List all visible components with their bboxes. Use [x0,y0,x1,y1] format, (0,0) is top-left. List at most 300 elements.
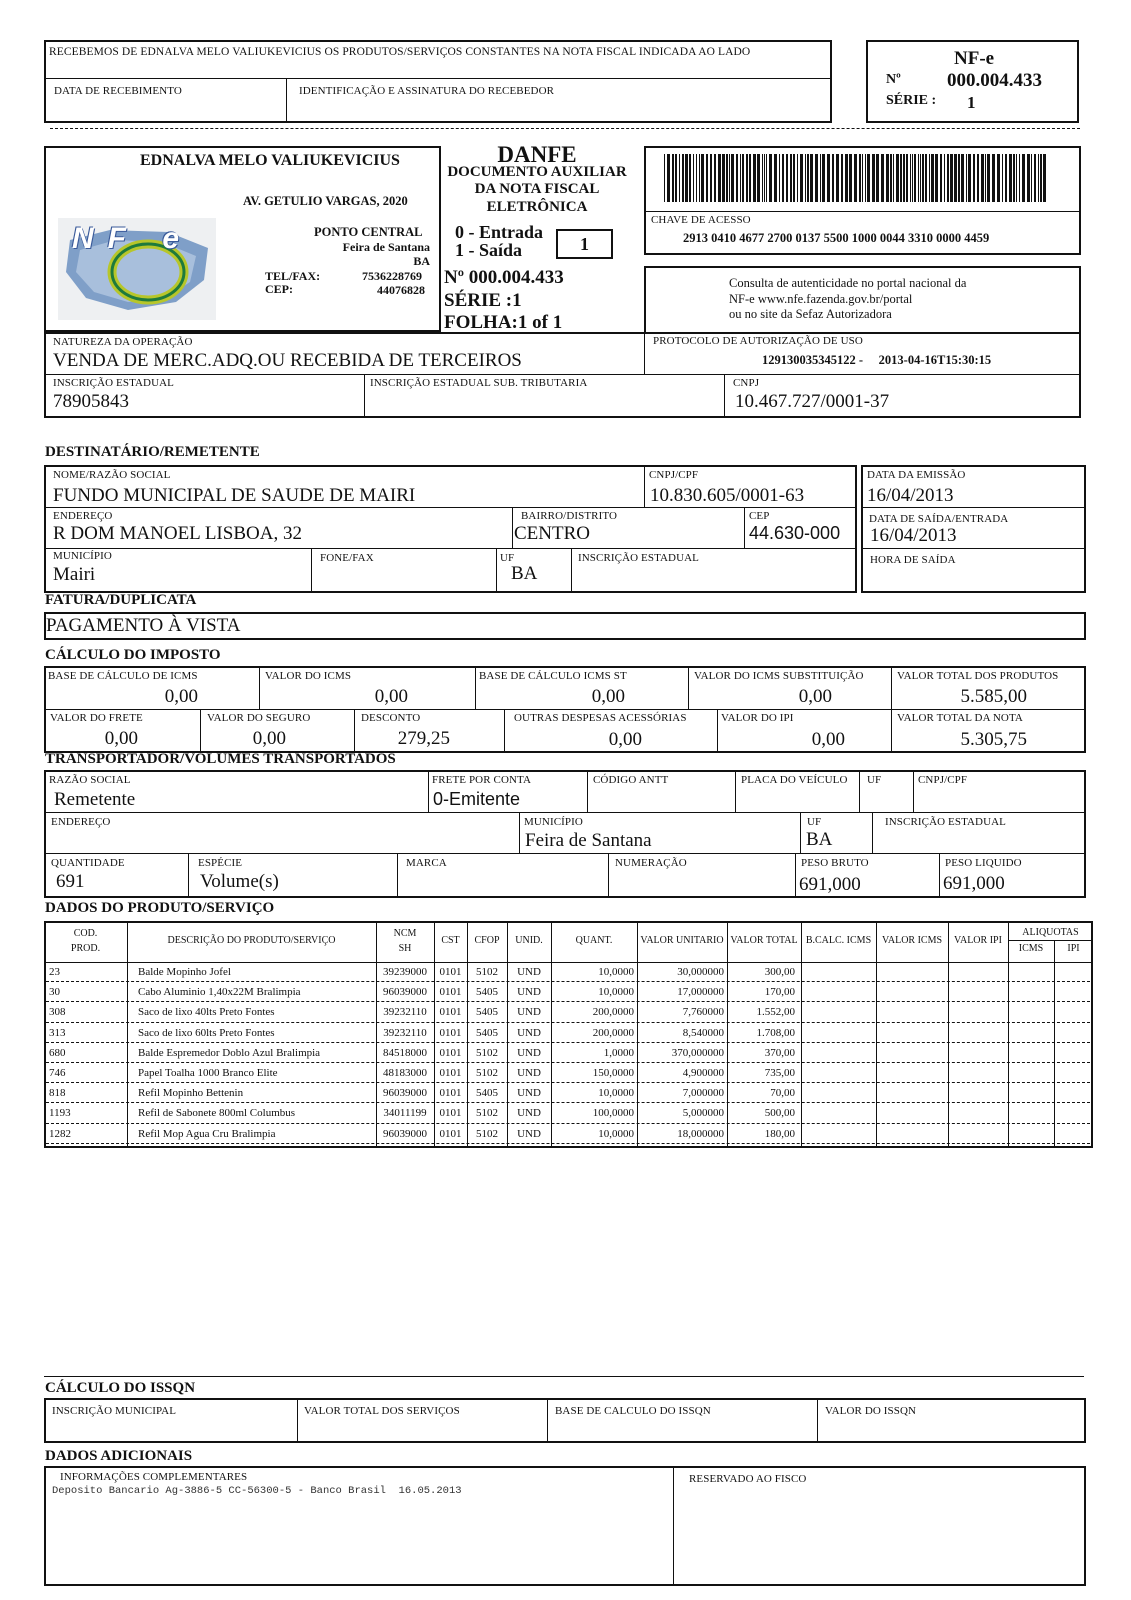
product-ncm: 39232110 [383,1006,427,1019]
imp-v5 [200,709,201,753]
header-ncm2: SH [398,943,412,954]
imposto-section: CÁLCULO DO IMPOSTO [45,647,221,663]
transp-ie-label: INSCRIÇÃO ESTADUAL [885,816,1007,828]
product-cst: 0101 [439,1067,462,1079]
total-produtos-value: 5.585,00 [960,686,1027,707]
base-icms-value: 0,00 [164,686,198,707]
product-cod: 30 [49,986,60,999]
barcode-bar [675,154,677,202]
emitente-uf: BA [413,254,430,268]
frete-label: VALOR DO FRETE [50,712,143,724]
transp-div2 [44,853,1086,854]
product-unid: UND [517,966,541,978]
barcode-bar [782,154,784,202]
dest-cep: 44.630-000 [749,523,841,543]
barcode-bar [966,154,967,202]
produtos-header-divider [44,962,1093,963]
product-cfop: 5102 [476,1046,498,1059]
valor-icms-value: 0,00 [374,686,408,707]
barcode-bar [1031,154,1032,202]
imp-v3 [688,666,689,709]
product-vtotal: 735,00 [764,1067,795,1079]
emitente-cep: 44076828 [377,283,425,297]
barcode-bar [854,154,857,202]
barcode-bar [893,154,894,202]
barcode-bar [693,154,694,202]
issqn-inscricao-label: INSCRIÇÃO MUNICIPAL [52,1405,177,1417]
produtos-section: DADOS DO PRODUTO/SERVIÇO [45,900,275,916]
header-bcalc: B.CALC. ICMS [805,935,872,946]
product-desc: Refil de Sabonete 800ml Columbus [138,1107,296,1120]
transp-v12 [795,853,796,898]
transp-frete: 0-Emitente [433,789,521,809]
barcode-bar [947,154,949,202]
product-cod: 23 [49,966,60,978]
product-vunit: 370,000000 [671,1046,724,1059]
natureza-value: VENDA DE MERC.ADQ.OU RECEBIDA DE TERCEIROS [53,350,522,371]
transp-placa-label: PLACA DO VEÍCULO [741,774,848,786]
header-cst: CST [441,935,460,946]
consulta-line1: Consulta de autenticidade no portal nacional da [729,276,967,290]
dest-vdiv5 [496,548,497,593]
product-cfop: 5102 [476,1127,498,1140]
barcode-bar [961,154,964,202]
emitente-cep-label: CEP: [265,282,293,296]
operacao-vdivider3 [724,374,725,418]
row-divider [46,1022,1090,1023]
barcode-bar [740,154,741,202]
barcode-bar [912,154,913,202]
dest-cnpj-label: CNPJ/CPF [649,469,699,481]
barcode-bar [981,154,984,202]
frete-value: 0,00 [104,728,138,749]
hora-saida-label: HORA DE SAÍDA [870,554,956,566]
dest-municipio: Mairi [53,564,96,585]
chave-value: 2913 0410 4677 2700 0137 5500 1000 0044 3310 0000 4459 [683,231,990,245]
dest-uf-label: UF [500,552,515,564]
product-desc: Papel Toalha 1000 Branco Elite [138,1067,278,1079]
product-quant: 1,0000 [603,1046,634,1059]
barcode-bar [968,154,971,202]
emitente-tel: 7536228769 [362,269,422,283]
nfe-serie-label: SÉRIE : [886,93,937,108]
dest-endereco: R DOM MANOEL LISBOA, 32 [53,523,302,544]
chave-label: CHAVE DE ACESSO [651,214,751,226]
consulta-line2: NF-e www.nfe.fazenda.gov.br/portal [729,292,913,306]
imp-v2 [475,666,476,709]
barcode-bar [685,154,688,202]
row-divider [46,1062,1090,1063]
dest-vdiv2 [512,507,513,548]
outras-value: 0,00 [608,729,642,750]
barcode-bar [722,154,725,202]
danfe-folha: FOLHA:1 of 1 [444,312,563,333]
transporte-section: TRANSPORTADOR/VOLUMES TRANSPORTADOS [45,751,396,767]
barcode-bar [779,154,780,202]
barcode-bar [1043,154,1046,202]
barcode-bar [706,154,708,202]
barcode-bar [925,154,927,202]
emissao-label: DATA DA EMISSÃO [867,469,966,481]
transp-v2 [587,770,588,812]
base-st-label: BASE DE CÁLCULO ICMS ST [479,670,627,682]
datas-divider2 [861,548,1086,549]
barcode-bar [696,154,697,202]
canhoto-divider [44,78,832,79]
product-cfop: 5102 [476,1067,498,1079]
barcode-bar [1038,154,1039,202]
canhoto-vdivider [286,78,287,123]
barcode-bar [1013,154,1015,202]
saida-value: 16/04/2013 [870,525,957,546]
barcode-bar [906,154,908,202]
issqn-top-line [44,1376,1084,1377]
row-divider [46,981,1090,982]
danfe-subtitle1: DOCUMENTO AUXILIAR [447,164,627,180]
consulta-line3: ou no site da Sefaz Autorizadora [729,307,892,321]
datas-divider1 [861,507,1086,508]
adicionais-v1 [673,1466,674,1586]
product-vtotal: 300,00 [764,966,795,978]
product-cod: 680 [49,1046,66,1059]
total-nota-value: 5.305,75 [960,729,1027,750]
header-vunit: VALOR UNITARIO [640,935,724,946]
nfe-serie: 1 [967,93,976,112]
info-complementar: Deposito Bancario Ag-3886-5 CC-56300-5 - Banco Brasil 16.05.2013 [52,1485,462,1497]
info-complementar-label: INFORMAÇÕES COMPLEMENTARES [60,1471,248,1483]
desconto-value: 279,25 [397,728,450,749]
imp-v1 [259,666,260,709]
barcode-bar [679,154,680,202]
barcode-bar [1009,154,1012,202]
dest-vdiv1 [644,465,645,507]
dest-divider2 [44,548,857,549]
header-ncm1: NCM [393,928,417,939]
barcode-bar [1040,154,1042,202]
emitente-address: AV. GETULIO VARGAS, 2020 [243,194,408,208]
barcode-bar [810,154,813,202]
transp-numeracao-label: NUMERAÇÃO [615,857,687,869]
danfe-subtitle2: DA NOTA FISCAL [474,181,600,197]
transp-v7 [800,812,801,853]
product-vtotal: 170,00 [764,986,795,999]
product-cod: 818 [49,1087,66,1100]
total-produtos-label: VALOR TOTAL DOS PRODUTOS [897,670,1059,682]
barcode-bar [890,154,892,202]
issqn-servicos-label: VALOR TOTAL DOS SERVIÇOS [304,1405,460,1417]
dest-cep-label: CEP [749,510,770,522]
product-unid: UND [517,1087,541,1100]
product-unid: UND [517,1067,541,1079]
product-cst: 0101 [439,986,462,999]
product-ncm: 96039000 [383,1127,427,1140]
operacao-divider [44,374,1081,375]
product-unid: UND [517,1127,541,1140]
barcode-bar [762,154,763,202]
base-st-value: 0,00 [591,686,625,707]
nfe-logo-text: NF e [72,222,194,255]
barcode-bar [800,154,803,202]
header-cfop: CFOP [474,935,500,946]
product-unid: UND [517,986,541,999]
product-ncm: 84518000 [383,1046,427,1059]
barcode-bar [793,154,795,202]
dest-nome: FUNDO MUNICIPAL DE SAUDE DE MAIRI [53,485,416,506]
product-cfop: 5405 [476,986,498,999]
product-quant: 10,0000 [598,1127,634,1140]
reservado-fisco-label: RESERVADO AO FISCO [689,1473,807,1485]
adicionais-box [44,1466,1086,1586]
barcode-bar [714,154,716,202]
product-unid: UND [517,1046,541,1059]
barcode-bar [914,154,916,202]
ipi-label: VALOR DO IPI [721,712,794,724]
transp-v10 [397,853,398,898]
barcode-bar [736,154,738,202]
issqn-v2 [547,1398,548,1443]
barcode-bar [954,154,957,202]
product-desc: Cabo Aluminio 1,40x22M Bralimpia [138,986,301,999]
product-cfop: 5405 [476,1026,498,1039]
nfe-numero: 000.004.433 [947,70,1042,91]
product-cst: 0101 [439,966,462,978]
transp-especie: Volume(s) [200,871,279,892]
barcode-bar [815,154,818,202]
protocolo-value: 129130035345122 - 2013-04-16T15:30:15 [762,353,992,367]
data-recebimento-label: DATA DE RECEBIMENTO [54,85,182,97]
dest-bairro-label: BAIRRO/DISTRITO [521,510,618,522]
product-unid: UND [517,1006,541,1019]
imp-v4 [891,666,892,753]
danfe-saida: 1 - Saída [455,240,523,260]
barcode-bar [950,154,953,202]
col-line [1054,940,1055,1148]
product-cod: 746 [49,1067,66,1079]
product-desc: Refil Mop Agua Cru Bralimpia [138,1127,276,1140]
barcode-bar [710,154,712,202]
barcode-bar [701,154,704,202]
barcode-bar [1034,154,1036,202]
transp-v11 [608,853,609,898]
product-vunit: 8,540000 [682,1026,724,1039]
barcode-bar [757,154,760,202]
barcode-bar [859,154,861,202]
product-quant: 10,0000 [598,1087,634,1100]
dest-cnpj: 10.830.605/0001-63 [650,485,805,506]
destinatario-section: DESTINATÁRIO/REMETENTE [45,444,260,460]
barcode-bar [1019,154,1020,202]
barcode-bar [766,154,767,202]
barcode-bar [841,154,843,202]
barcode-bar [836,154,839,202]
transp-v9 [188,853,189,898]
issqn-section: CÁLCULO DO ISSQN [45,1380,196,1396]
product-unid: UND [517,1107,541,1120]
barcode-bar [726,154,728,202]
product-desc: Saco de lixo 40lts Preto Fontes [138,1006,275,1019]
emitente-bairro: PONTO CENTRAL [314,225,423,239]
header-vtotal: VALOR TOTAL [730,935,798,946]
product-ncm: 34011199 [383,1107,427,1120]
danfe-title: DANFE [497,142,577,167]
transp-v5 [913,770,914,812]
barcode-bar [1016,154,1017,202]
barcode-bar [910,154,911,202]
dest-uf: BA [511,563,538,584]
dest-fone-label: FONE/FAX [320,552,374,564]
adicionais-section: DADOS ADICIONAIS [45,1448,193,1464]
imp-v8 [717,709,718,753]
header-descricao: DESCRIÇÃO DO PRODUTO/SERVIÇO [167,935,336,946]
barcode-bar [973,154,975,202]
header-cod1: COD. [73,928,98,939]
product-vtotal: 500,00 [764,1107,795,1120]
product-cod: 1193 [49,1107,71,1120]
desconto-label: DESCONTO [361,712,421,724]
barcode-bar [774,154,777,202]
barcode-bar [689,154,691,202]
transp-peso-bruto-label: PESO BRUTO [801,857,869,869]
dest-vdiv3 [744,507,745,548]
icms-sub-label: VALOR DO ICMS SUBSTITUIÇÃO [694,670,864,682]
product-ncm: 48183000 [383,1067,427,1079]
barcode-bar [931,154,934,202]
product-ncm: 96039000 [383,986,427,999]
transp-v13 [939,853,940,898]
barcode-bar [920,154,921,202]
total-nota-label: VALOR TOTAL DA NOTA [897,712,1023,724]
header-aliquotas: ALIQUOTAS [1022,927,1079,938]
transp-uf2-label: UF [807,816,822,828]
dest-vdiv6 [571,548,572,593]
transp-v4 [859,770,860,812]
product-cod: 308 [49,1006,66,1019]
issqn-base-label: BASE DE CALCULO DO ISSQN [555,1405,711,1417]
header-vicms: VALOR ICMS [881,935,943,946]
barcode-bar [827,154,830,202]
product-unid: UND [517,1026,541,1039]
product-cfop: 5102 [476,966,498,978]
barcode-bar [997,154,1000,202]
ie-value: 78905843 [53,391,129,412]
transp-antt-label: CÓDIGO ANTT [593,774,669,786]
header-quant: QUANT. [575,935,613,946]
nfe-numero-label: Nº [886,72,901,87]
barcode-bar [764,154,765,202]
product-desc: Refil Mopinho Bettenin [138,1087,244,1100]
transp-razao-label: RAZÃO SOCIAL [49,774,131,786]
barcode-bar [944,154,945,202]
cnpj-value: 10.467.727/0001-37 [735,391,890,412]
barcode-bar [922,154,924,202]
natureza-label: NATUREZA DA OPERAÇÃO [53,336,193,348]
product-cst: 0101 [439,1046,462,1059]
transp-v3 [735,770,736,812]
danfe-serie: SÉRIE :1 [444,290,522,311]
protocolo-label: PROTOCOLO DE AUTORIZAÇÃO DE USO [653,335,863,347]
emitente-city: Feira de Santana [342,240,430,254]
danfe-tipo: 1 [556,229,613,259]
product-vunit: 18,000000 [677,1127,724,1140]
barcode-bar [769,154,772,202]
row-divider [46,1143,1090,1144]
barcode-bar [790,154,792,202]
dest-ie-label: INSCRIÇÃO ESTADUAL [578,552,700,564]
imp-v6 [354,709,355,753]
ie-label: INSCRIÇÃO ESTADUAL [53,377,175,389]
barcode-bar [667,154,670,202]
product-ncm: 96039000 [383,1087,427,1100]
row-divider [46,1123,1090,1124]
barcode-bar [929,154,930,202]
barcode-bar [940,154,942,202]
transp-especie-label: ESPÉCIE [198,857,243,869]
seguro-label: VALOR DO SEGURO [207,712,311,724]
header-aliq-icms: ICMS [1018,943,1044,954]
row-divider [46,1082,1090,1083]
emitente-name: EDNALVA MELO VALIUKEVICIUS [140,152,400,169]
issqn-valor-label: VALOR DO ISSQN [825,1405,917,1417]
barcode-bar [987,154,990,202]
product-desc: Saco de lixo 60lts Preto Fontes [138,1026,275,1039]
transp-uf: BA [806,829,833,850]
col-line [801,921,802,1148]
row-divider [46,1001,1090,1002]
product-quant: 200,0000 [592,1006,634,1019]
header-cod2: PROD. [70,943,101,954]
base-icms-label: BASE DE CÁLCULO DE ICMS [48,670,198,682]
ie-st-label: INSCRIÇÃO ESTADUAL SUB. TRIBUTARIA [370,377,588,389]
barcode-bar [977,154,979,202]
col-line [876,921,877,1148]
product-cst: 0101 [439,1087,462,1100]
transp-cnpj-label: CNPJ/CPF [918,774,968,786]
barcode-bar [881,154,884,202]
product-vtotal: 1.708,00 [756,1026,795,1039]
barcode-bar [886,154,889,202]
product-cst: 0101 [439,1026,462,1039]
saida-label: DATA DE SAÍDA/ENTRADA [869,513,1009,525]
barcode-bar [872,154,875,202]
barcode-bar [985,154,986,202]
dest-endereco-label: ENDEREÇO [53,510,113,522]
barcode-bar [753,154,756,202]
product-ncm: 39232110 [383,1026,427,1039]
barcode [664,154,1049,202]
product-vunit: 30,000000 [677,966,724,978]
barcode-bar [832,154,834,202]
barcode-bar [749,154,751,202]
col-line [127,921,128,1148]
row-divider [46,1102,1090,1103]
barcode-bar [918,154,919,202]
product-vtotal: 370,00 [764,1046,795,1059]
product-vunit: 17,000000 [677,986,724,999]
product-vtotal: 1.552,00 [756,1006,795,1019]
row-divider [46,1042,1090,1043]
dest-divider1 [44,507,857,508]
barcode-bar [958,154,960,202]
transp-v6 [519,812,520,853]
transp-municipio: Feira de Santana [525,830,652,851]
transp-municipio-label: MUNICÍPIO [524,816,583,828]
barcode-bar [699,154,700,202]
nfe-title: NF-e [954,48,995,69]
cut-line [50,128,1080,129]
valor-icms-label: VALOR DO ICMS [265,670,352,682]
transp-quantidade-label: QUANTIDADE [51,857,125,869]
issqn-v3 [817,1398,818,1443]
